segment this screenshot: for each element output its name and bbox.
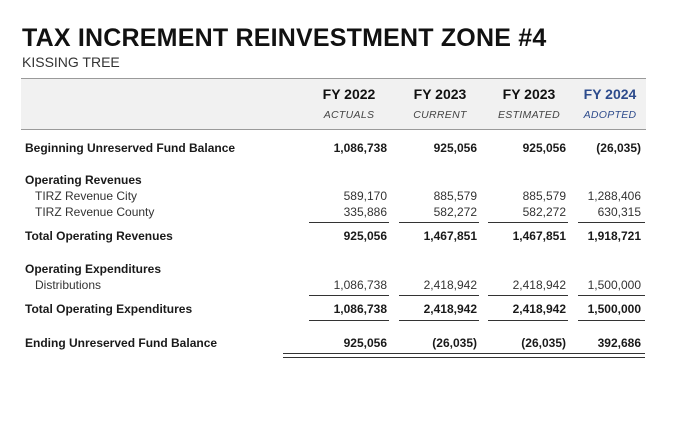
cell-value: 2,418,942	[512, 278, 566, 292]
cell-value: 1,086,738	[333, 302, 387, 316]
fund-summary-table	[21, 78, 646, 350]
column-header-fy: FY 2023	[413, 86, 467, 102]
cell-value: 885,579	[522, 189, 566, 203]
row-label: Operating Revenues	[25, 173, 142, 187]
underline	[488, 222, 568, 223]
table-row	[21, 336, 646, 352]
cell-value: 392,686	[597, 336, 641, 350]
cell-value: 582,272	[522, 205, 566, 219]
table-row	[21, 278, 646, 294]
row-label: Operating Expenditures	[25, 262, 162, 276]
cell-value: 1,086,738	[333, 141, 387, 155]
cell-value: 2,418,942	[423, 278, 477, 292]
table-row	[21, 302, 646, 318]
underline	[399, 222, 479, 223]
cell-value: 1,500,000	[587, 302, 641, 316]
row-label: Distributions	[35, 278, 102, 292]
cell-value: (26,035)	[521, 336, 566, 350]
cell-value: 589,170	[343, 189, 387, 203]
underline	[309, 320, 389, 321]
cell-value: 630,315	[597, 205, 641, 219]
underline	[399, 295, 479, 296]
column-header-type: ESTIMATED	[497, 109, 560, 121]
underline	[309, 295, 389, 296]
cell-value: 1,500,000	[587, 278, 641, 292]
cell-value: 335,886	[343, 205, 387, 219]
column-header-type: CURRENT	[413, 109, 467, 121]
cell-value: 582,272	[433, 205, 477, 219]
section-header	[21, 262, 646, 278]
row-label: Total Operating Expenditures	[25, 302, 193, 316]
column-header-fy: FY 2023	[502, 86, 556, 102]
column-header-type: ADOPTED	[583, 109, 637, 121]
underline	[309, 222, 389, 223]
cell-value: 2,418,942	[512, 302, 566, 316]
cell-value: 1,086,738	[333, 278, 387, 292]
underline	[578, 295, 645, 296]
cell-value: 925,056	[433, 141, 477, 155]
section-header	[21, 173, 646, 189]
page-subtitle: KISSING TREE	[22, 54, 120, 70]
column-header-fy: FY 2022	[322, 86, 376, 102]
column-header-fy: FY 2024	[583, 86, 637, 102]
row-label: TIRZ Revenue City	[35, 189, 138, 203]
row-label: Total Operating Revenues	[25, 229, 173, 243]
cell-value: 1,467,851	[423, 229, 477, 243]
table-row	[21, 189, 646, 205]
table-row	[21, 205, 646, 221]
row-label: TIRZ Revenue County	[35, 205, 155, 219]
table-header	[21, 78, 646, 130]
cell-value: 885,579	[433, 189, 477, 203]
cell-value: (26,035)	[432, 336, 477, 350]
underline	[578, 320, 645, 321]
double-underline	[283, 353, 645, 358]
underline	[399, 320, 479, 321]
table-row	[21, 229, 646, 245]
cell-value: 1,467,851	[512, 229, 566, 243]
cell-value: 925,056	[343, 229, 387, 243]
cell-value: 1,918,721	[587, 229, 641, 243]
page-title: TAX INCREMENT REINVESTMENT ZONE #4	[22, 24, 547, 52]
underline	[488, 295, 568, 296]
cell-value: 1,288,406	[587, 189, 641, 203]
cell-value: 2,418,942	[423, 302, 477, 316]
underline	[488, 320, 568, 321]
row-label: Beginning Unreserved Fund Balance	[25, 141, 236, 155]
row-label: Ending Unreserved Fund Balance	[25, 336, 218, 350]
underline	[578, 222, 645, 223]
column-header-type: ACTUALS	[323, 109, 375, 121]
cell-value: 925,056	[343, 336, 387, 350]
cell-value: 925,056	[522, 141, 566, 155]
cell-value: (26,035)	[596, 141, 641, 155]
table-row	[21, 141, 646, 157]
